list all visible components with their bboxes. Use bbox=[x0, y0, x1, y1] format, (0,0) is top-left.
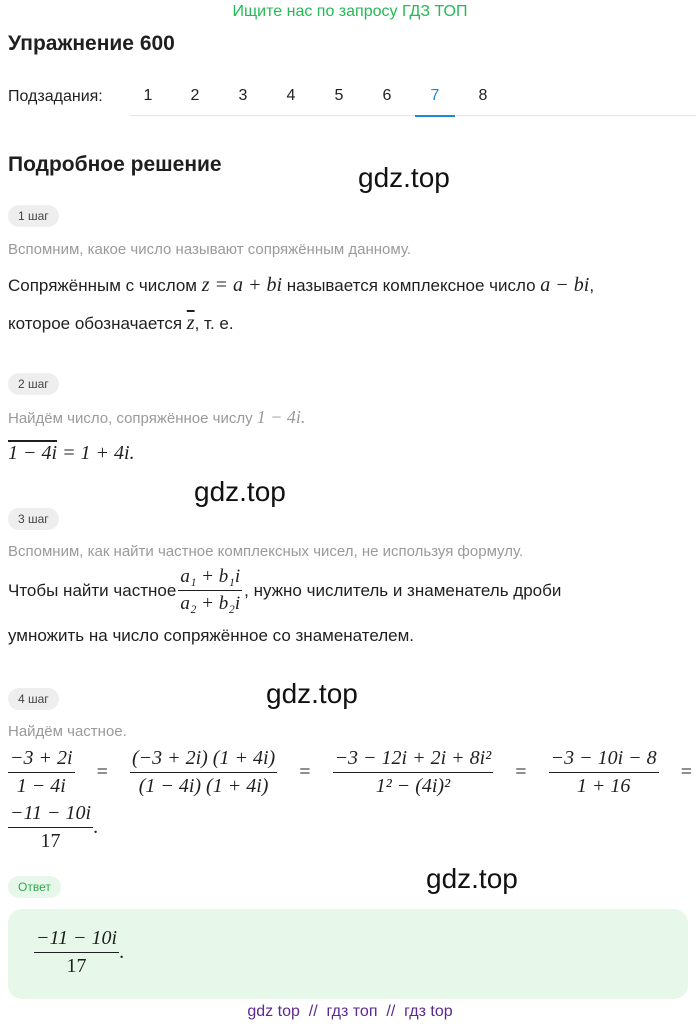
equals-sign: = bbox=[680, 761, 692, 783]
step-badge: 1 шаг bbox=[8, 205, 59, 227]
tab-subtask-3[interactable]: 3 bbox=[238, 87, 248, 104]
fraction-denominator: 1 + 16 bbox=[576, 775, 631, 797]
step-equation bbox=[8, 747, 692, 798]
fraction-numerator: −3 − 12i + 2i + 8i² bbox=[333, 747, 494, 773]
period: . bbox=[93, 816, 99, 838]
step-hint: Вспомним, какое число называют сопряжённым данному. bbox=[8, 241, 412, 258]
text-fragment: которое обозначается bbox=[8, 314, 187, 333]
math-expression: 1 − 4i. bbox=[256, 407, 306, 427]
tab-subtask-1[interactable]: 1 bbox=[143, 87, 153, 104]
tab-subtask-4[interactable]: 4 bbox=[286, 87, 296, 104]
promo-text: Ищите нас по запросу ГДЗ ТОП bbox=[232, 3, 468, 20]
fraction-denominator: a₂ + b₂i bbox=[180, 593, 241, 614]
fraction-denominator: 17 bbox=[66, 955, 87, 977]
answer-expression bbox=[34, 927, 124, 978]
step-hint: Найдём частное. bbox=[8, 723, 127, 740]
text-fragment: , bbox=[589, 276, 595, 295]
period: . bbox=[119, 941, 125, 963]
fraction bbox=[130, 747, 277, 798]
math-expression: 1 − 4i bbox=[8, 442, 58, 464]
tab-subtask-7[interactable]: 7 bbox=[415, 86, 455, 117]
step-text bbox=[8, 312, 234, 335]
text-fragment: , нужно числитель и знаменатель дроби bbox=[244, 580, 562, 600]
equals-sign: = bbox=[96, 761, 108, 783]
equals-sign: = bbox=[299, 761, 311, 783]
fraction-denominator: 1² − (4i)² bbox=[375, 775, 451, 797]
math-expression: a − bi bbox=[540, 274, 590, 296]
math-expression: = 1 + 4i. bbox=[57, 442, 135, 464]
fraction-numerator: −11 − 10i bbox=[8, 802, 93, 828]
text-fragment: Сопряжённым с числом bbox=[8, 276, 202, 295]
math-expression: $\overline{z}$ bbox=[186, 312, 195, 334]
solution-title: Подробное решение bbox=[8, 153, 222, 176]
watermark-text: gdz.top bbox=[426, 863, 518, 894]
math-expression: z = a + bi bbox=[201, 274, 283, 296]
step-equation bbox=[8, 442, 135, 465]
step-text: умножить на число сопряжённое со знаменателем. bbox=[8, 626, 415, 645]
fraction bbox=[178, 566, 242, 615]
text-fragment: Чтобы найти частное bbox=[8, 580, 177, 600]
fraction-numerator: −3 − 10i − 8 bbox=[549, 747, 659, 773]
answer-badge: Ответ bbox=[8, 876, 61, 898]
fraction-numerator: (−3 + 2i) (1 + 4i) bbox=[130, 747, 277, 773]
text-fragment: называется комплексное число bbox=[282, 276, 541, 295]
watermark-text: gdz.top bbox=[266, 678, 358, 709]
fraction bbox=[8, 802, 93, 853]
subtasks-nav bbox=[8, 86, 688, 116]
step-badge: 2 шаг bbox=[8, 373, 59, 395]
fraction-numerator: −3 + 2i bbox=[8, 747, 75, 773]
watermark-text: gdz.top bbox=[194, 476, 286, 507]
answer-box bbox=[8, 909, 688, 999]
fraction-denominator: (1 − 4i) (1 + 4i) bbox=[138, 775, 269, 797]
step-hint: Вспомним, как найти частное комплексных чисел, не используя формулу. bbox=[8, 543, 524, 560]
step-badge: 4 шаг bbox=[8, 688, 59, 710]
fraction bbox=[333, 747, 494, 798]
watermark-text: gdz.top bbox=[358, 162, 450, 193]
tab-subtask-8[interactable]: 8 bbox=[478, 87, 488, 104]
fraction bbox=[8, 747, 75, 798]
tab-subtask-5[interactable]: 5 bbox=[334, 87, 344, 104]
fraction-denominator: 1 − 4i bbox=[16, 775, 66, 797]
text-fragment: , т. е. bbox=[194, 314, 234, 333]
tab-subtask-6[interactable]: 6 bbox=[382, 87, 392, 104]
fraction-numerator: a₁ + b₁i bbox=[178, 566, 242, 591]
page-title: Упражнение 600 bbox=[8, 32, 175, 55]
fraction bbox=[34, 927, 119, 978]
step-equation bbox=[8, 802, 98, 853]
fraction-denominator: 17 bbox=[40, 830, 61, 852]
step-hint bbox=[8, 407, 305, 428]
fraction-numerator: −11 − 10i bbox=[34, 927, 119, 953]
step-badge: 3 шаг bbox=[8, 508, 59, 530]
text-fragment: Найдём число, сопряжённое числу bbox=[8, 410, 257, 427]
footer-links[interactable]: gdz top // гдз топ // гдз top bbox=[247, 1003, 453, 1020]
fraction bbox=[549, 747, 659, 798]
tab-subtask-2[interactable]: 2 bbox=[190, 87, 200, 104]
equals-sign: = bbox=[515, 761, 527, 783]
step-text bbox=[8, 566, 561, 615]
step-text bbox=[8, 274, 594, 297]
subtasks-label: Подзадания: bbox=[8, 88, 103, 105]
